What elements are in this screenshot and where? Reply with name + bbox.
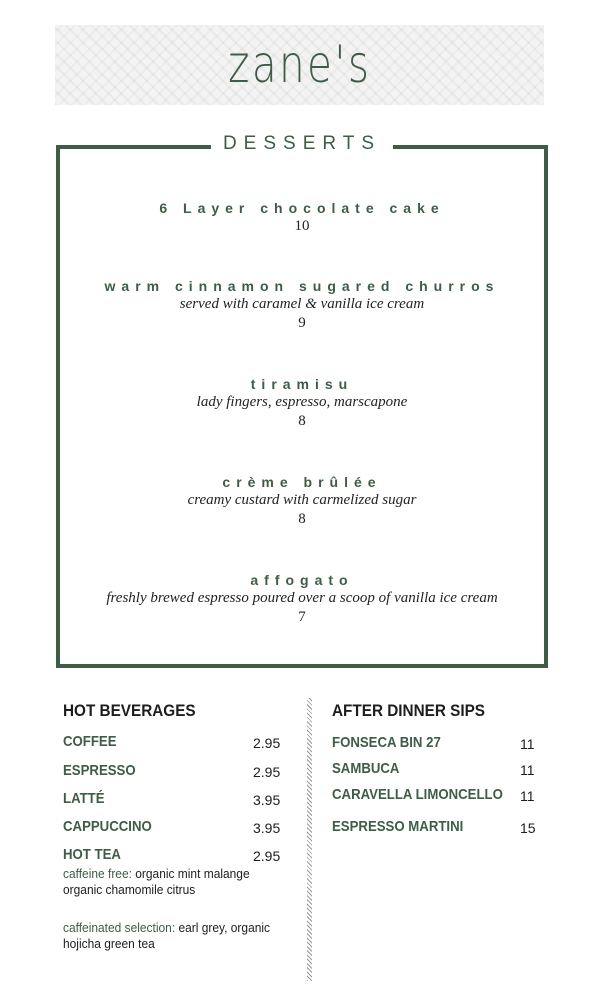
- dessert-price: 10: [294, 218, 310, 234]
- sip-name: ESPRESSO MARTINI: [332, 818, 464, 835]
- caffeine-free-note: [63, 866, 275, 898]
- beverage-price: 3.95: [253, 820, 281, 836]
- dessert-name: tiramisu: [250, 376, 354, 392]
- brand-logo: zane's: [227, 35, 372, 95]
- dessert-item: [60, 473, 544, 529]
- dessert-name: warm cinnamon sugared churros: [104, 278, 500, 294]
- beverage-price: 2.95: [253, 735, 281, 751]
- dessert-price: 8: [298, 511, 306, 527]
- beverage-name: HOT TEA: [63, 846, 121, 863]
- sip-price: 11: [520, 736, 535, 752]
- sip-price: 15: [520, 820, 536, 836]
- caffeinated-text: earl grey, organic hojicha green tea: [63, 920, 271, 951]
- beverage-price: 2.95: [253, 848, 281, 864]
- beverage-name: ESPRESSO: [63, 762, 136, 779]
- dessert-description: served with caramel & vanilla ice cream: [179, 296, 425, 312]
- sip-name: CARAVELLA LIMONCELLO: [332, 786, 503, 803]
- dessert-description: creamy custard with carmelized sugar: [187, 492, 417, 508]
- sip-price: 11: [520, 762, 535, 778]
- caffeinated-label: caffeinated selection:: [63, 920, 176, 935]
- dessert-description: lady fingers, espresso, marscapone: [196, 394, 408, 410]
- hot-beverages-title: HOT BEVERAGES: [63, 701, 196, 720]
- dessert-name: affogato: [250, 572, 354, 588]
- sip-price: 11: [520, 788, 535, 804]
- caffeine-free-text: organic mint malange organic chamomile citrus: [63, 866, 250, 897]
- dessert-item: [60, 199, 544, 236]
- beverage-price: 2.95: [253, 764, 281, 780]
- beverage-name: COFFEE: [63, 733, 117, 750]
- beverage-name: CAPPUCCINO: [63, 818, 152, 835]
- caffeinated-note: [63, 920, 275, 952]
- after-dinner-title: AFTER DINNER SIPS: [332, 701, 486, 720]
- desserts-section: [56, 133, 548, 668]
- beverage-price: 3.95: [253, 792, 281, 808]
- dessert-price: 8: [298, 413, 306, 429]
- dessert-price: 9: [298, 315, 306, 331]
- brand-banner: [55, 25, 544, 105]
- dessert-item: [60, 277, 544, 333]
- sip-name: SAMBUCA: [332, 760, 400, 777]
- dessert-description: freshly brewed espresso poured over a scoop of vanilla ice cream: [106, 590, 498, 606]
- dessert-name: 6 Layer chocolate cake: [159, 200, 445, 216]
- desserts-title: DESSERTS: [211, 133, 393, 155]
- dessert-item: [60, 375, 544, 431]
- dessert-price: 7: [298, 609, 306, 625]
- caffeine-free-label: caffeine free:: [63, 866, 132, 881]
- sip-name: FONSECA BIN 27: [332, 734, 441, 751]
- beverage-name: LATTÉ: [63, 790, 105, 807]
- dessert-item: [60, 571, 544, 627]
- dessert-name: crème brûlée: [222, 474, 382, 490]
- column-divider: [307, 698, 312, 981]
